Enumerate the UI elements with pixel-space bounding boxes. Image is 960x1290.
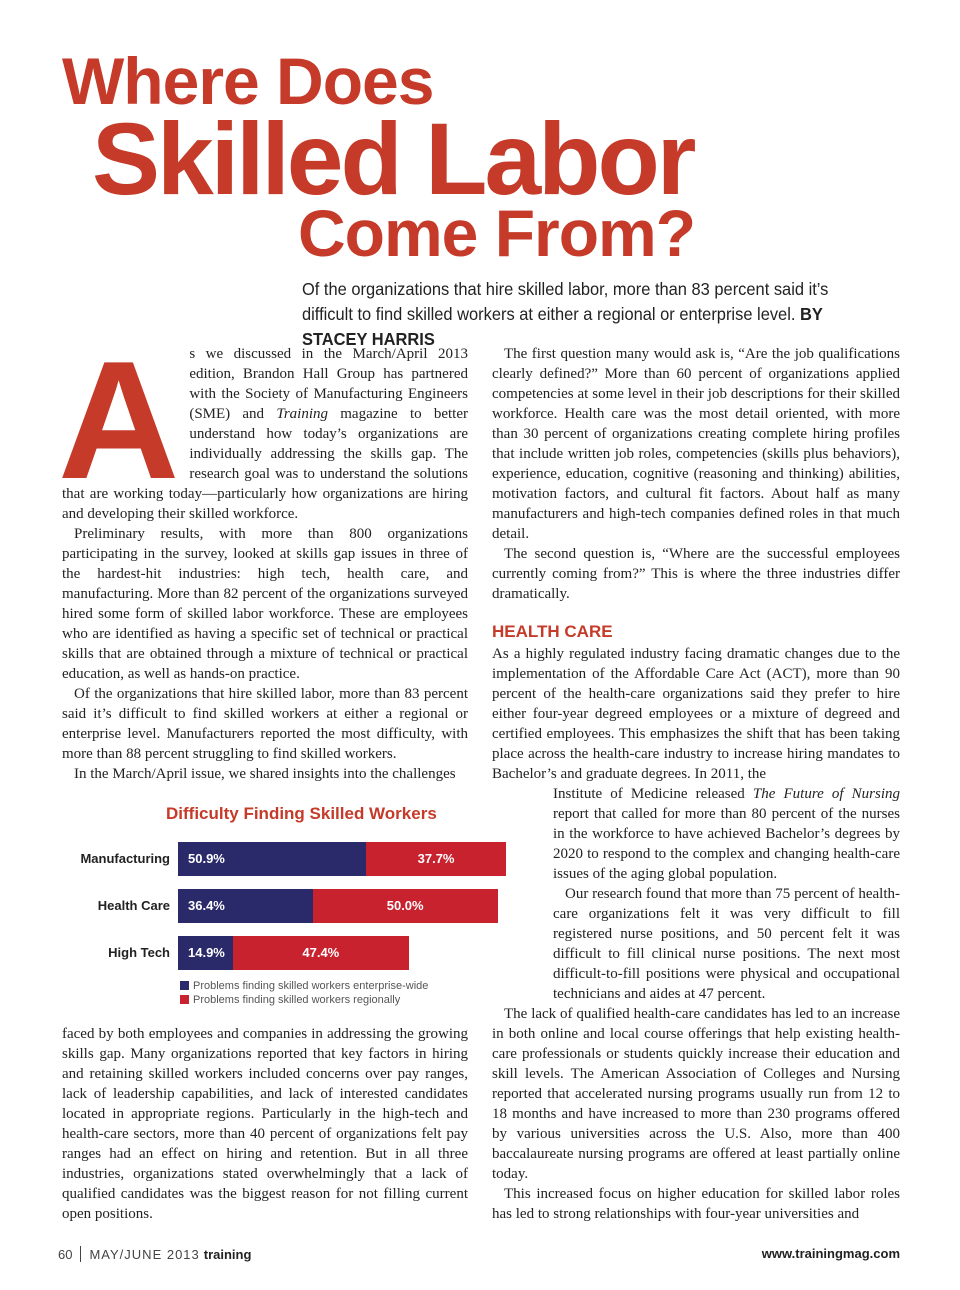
title-line-3: Come From? [298,196,696,270]
article-column-right-narrow [553,784,900,1004]
paragraph: The second question is, “Where are the successful employees currently coming from?” This is where the three industries differ dramatically. [492,546,900,602]
title-line-1: Where Does [62,44,434,118]
legend-label: Problems finding skilled workers regionally [193,994,401,1006]
article-column-left-continued [62,1024,468,1224]
paragraph: Of the organizations that hire skilled labor, more than 83 percent said it’s difficult to find skilled workers at either a regional or enterprise level. Manufacturers reported the most difficulty, with more than 88 percent struggling to find skilled workers. [62,686,468,762]
paragraph: As a highly regulated industry facing dramatic changes due to the implementation of the Affordable Care Act (ACT), more than 90 percent of the health-care organizations said they prefer to hire either four-year degreed employees or a mixture of degreed and certified employees. This emphasizes the shift that has been taking place across the health-care industry to increase hiring mandates to Bachelor’s and graduate degrees. In 2011, the [492,646,900,782]
category-label: Health Care [97,898,170,913]
bar-enterprise-wide: 50.9% [178,842,366,876]
paragraph-text: Institute of Medicine released [553,786,753,802]
legend-swatch [180,981,189,990]
deck [302,277,866,352]
section-heading-health-care: HEALTH CARE [492,622,613,641]
footer-folio [58,1246,251,1262]
legend-item-enterprise [180,980,428,992]
paragraph-text: report that called for more than 80 percent of the nurses in the workforce to have achieved Bachelor’s degrees by 2020 to respond to the complex and changing health-care issues of the aging global population. [553,806,900,882]
drop-cap: A [58,326,180,514]
legend-item-regional [180,994,400,1006]
byline: BY STACEY HARRIS [302,304,823,349]
article-column-right-continued [492,1004,900,1224]
article-column-left [58,326,469,784]
footer-url[interactable]: www.trainingmag.com [761,1246,900,1261]
paragraph: Our research found that more than 75 percent of health-care organizations felt it was very difficult to fill registered nurse positions, and 50 percent felt it was difficult to fill clinical nurse positions. The next most difficult-to-fill positions were physical and occupational technicians and aides at 47 percent. [553,886,900,1002]
bar-chart [62,800,532,1015]
category-label: High Tech [108,945,170,960]
paragraph: Preliminary results, with more than 800 organizations participating in the survey, looked at skills gap issues in three of the hardest-hit industries: high tech, health care, and manufacturing. More than 82 percent of the organizations surveyed hired some form of skilled labor workforce. These are employees who are identified as having a specific set of technical or practical skills that are obtained through a mixture of technical or practical education, as well as hands-on practice. [62,526,468,682]
paragraph: The first question many would ask is, “Are the job qualifications clearly defined?” More than 60 percent of organizations applied competencies at some level in their job descriptions for their skilled workforce. Health care was the most detail oriented, with more than 30 percent of organizations creating complete hiring profiles that include written job roles, competencies (skills plus behaviors), experience, education, cognitive (reasoning and thinking) abilities, motivation factors, and cultural fit factors. About half as many manufacturers and high-tech companies defined roles in that much detail. [492,346,900,542]
paragraph: The lack of qualified health-care candidates has led to an increase in both online and local course offerings that help existing health-care professionals or students quickly increase their education and skill levels. The American Association of Colleges and Nursing reported that accelerated nursing programs usually run from 12 to 18 months and have increased to more than 230 programs offered by various universities across the U.S. Also, more than 400 baccalaureate nursing programs are offered at least partially online today. [492,1006,900,1182]
issue-date: MAY/JUNE 2013 [89,1247,200,1262]
paragraph: This increased focus on higher education for skilled labor roles has led to strong relationships with four-year universities and [492,1186,900,1222]
magazine-name-footer: training [203,1247,252,1262]
paragraph: In the March/April issue, we shared insights into the challenges [74,766,456,782]
chart-title: Difficulty Finding Skilled Workers [166,804,437,823]
paragraph [553,784,900,884]
footer-divider [80,1246,81,1262]
article-column-right [492,344,900,604]
bar-regional: 50.0% [313,889,498,923]
bar-enterprise-wide: 14.9% [178,936,233,970]
category-label: Manufacturing [80,851,170,866]
legend-label: Problems finding skilled workers enterprise-wide [193,980,429,992]
title-line-2: Skilled Labor [92,102,694,216]
magazine-name: Training [276,406,328,422]
bar-enterprise-wide: 36.4% [178,889,313,923]
deck-text: Of the organizations that hire skilled labor, more than 83 percent said it’s difficult to find skilled workers at either a regional or enterprise level. [302,279,829,324]
page-number: 60 [58,1247,73,1262]
paragraph-text: magazine to better understand how today’s organizations are individually addressing the skills gap. The research goal was to understand the solutions that are working today—particularly how organizations are hiring and developing their skilled workforce. [62,406,469,522]
legend-swatch [180,995,189,1004]
report-title: The Future of Nursing [752,786,900,802]
paragraph: faced by both employees and companies in addressing the growing skills gap. Many organizations reported that key factors in hiring and retaining skilled workers included concerns over pay ranges, lack of leadership capabilities, and lack of interested candidates located in appropriate regions. Particularly in the high-tech and health-care sectors, more than 40 percent of organizations felt pay ranges had an effect on hiring and retention. But in all three industries, organizations stated overwhelmingly that a lack of qualified candidates was the biggest reason for not filling current open positions. [62,1026,468,1222]
paragraph-text: s we discussed in the March/April 2013 edition, Brandon Hall Group has partnered with the Society of Manufacturing Engineers (SME) and [189,346,468,422]
article-column-right-health [492,644,900,784]
bar-regional: 47.4% [233,936,408,970]
bar-regional: 37.7% [366,842,505,876]
